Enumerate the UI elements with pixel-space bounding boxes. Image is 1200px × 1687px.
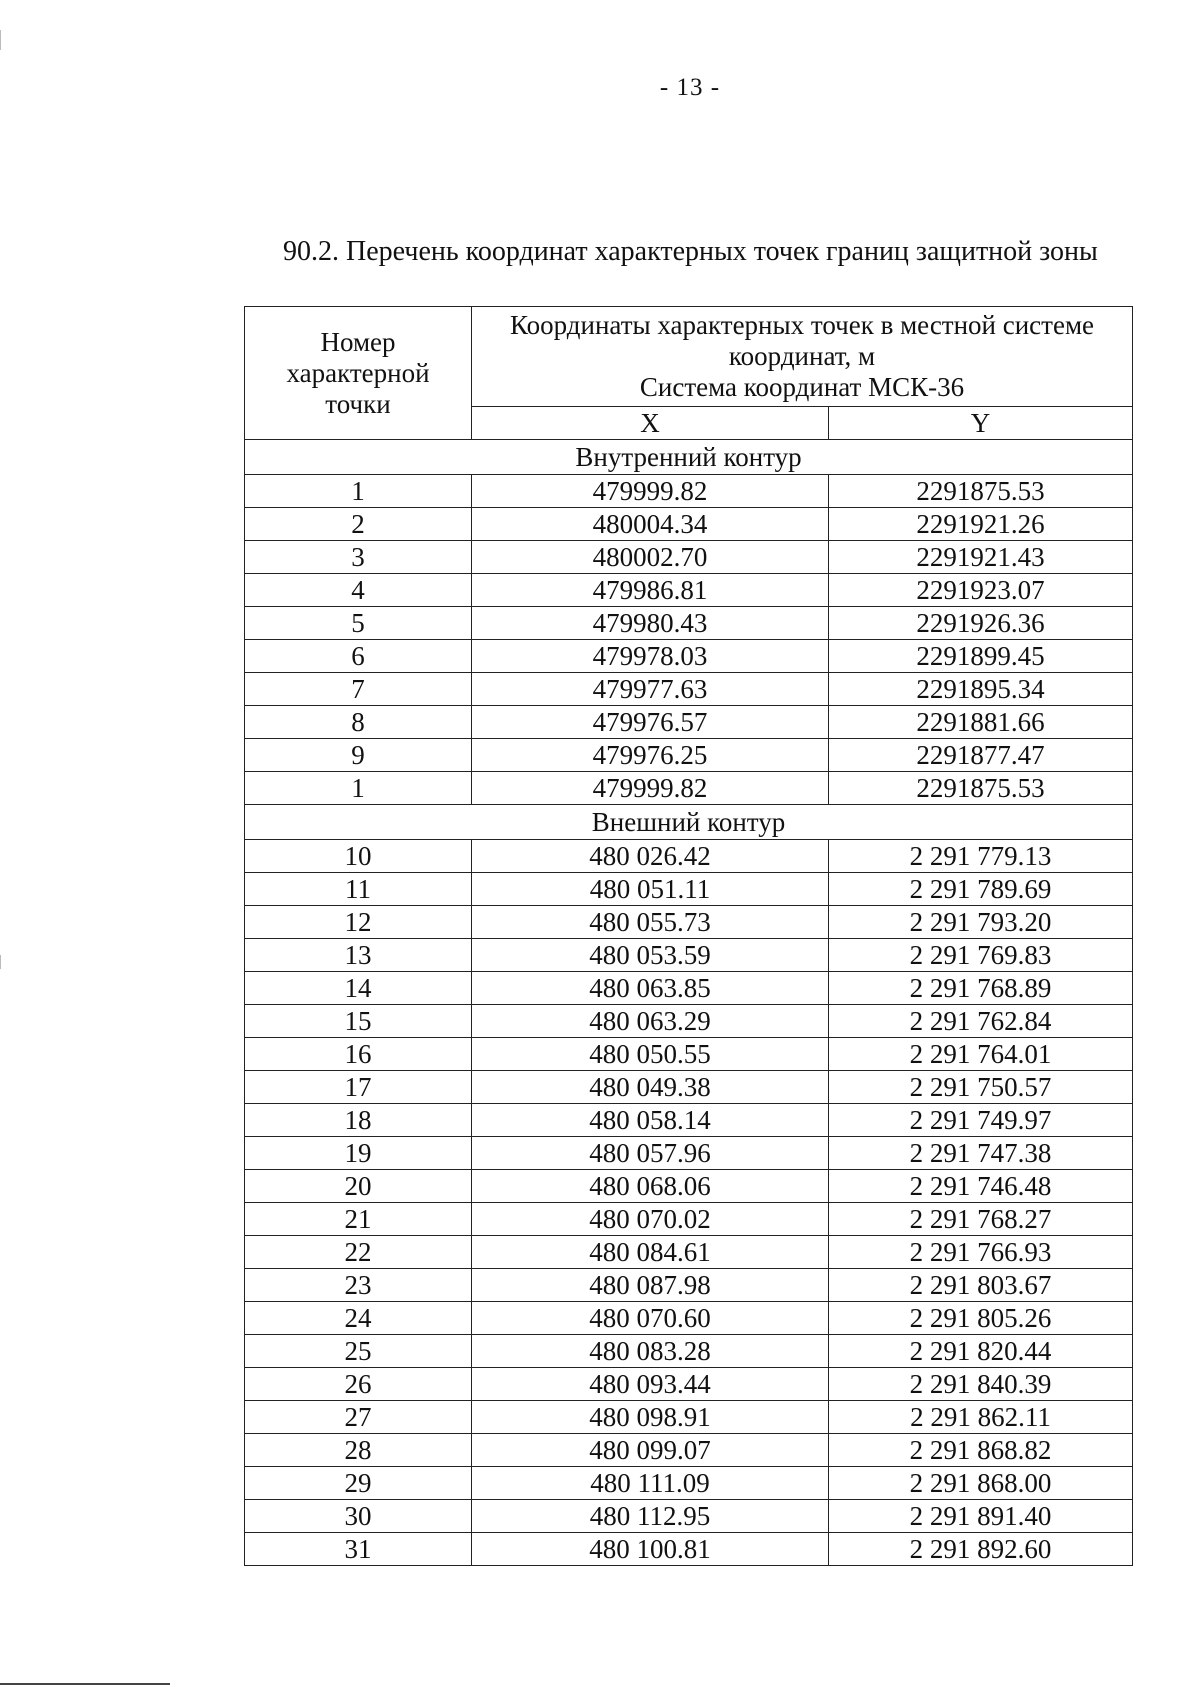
cell-point-number: 12: [245, 906, 472, 939]
cell-x: 480 087.98: [472, 1269, 829, 1302]
cell-y: 2291926.36: [829, 607, 1133, 640]
cell-y: 2291895.34: [829, 673, 1133, 706]
cell-x: 479976.57: [472, 706, 829, 739]
cell-x: 480 084.61: [472, 1236, 829, 1269]
cell-point-number: 11: [245, 873, 472, 906]
cell-point-number: 2: [245, 508, 472, 541]
table-row: [245, 508, 1133, 541]
table-row: [245, 1467, 1133, 1500]
cell-x: 480 100.81: [472, 1533, 829, 1566]
cell-point-number: 20: [245, 1170, 472, 1203]
document-title: 90.2. Перечень координат характерных точек границ защитной зоны: [283, 236, 1098, 267]
cell-y: 2 291 749.97: [829, 1104, 1133, 1137]
table-row: [245, 673, 1133, 706]
cell-x: 480 050.55: [472, 1038, 829, 1071]
table-body: [245, 440, 1133, 1566]
cell-point-number: 8: [245, 706, 472, 739]
section-row: [245, 805, 1133, 840]
cell-x: 480 058.14: [472, 1104, 829, 1137]
cell-point-number: 29: [245, 1467, 472, 1500]
cell-y: 2 291 768.89: [829, 972, 1133, 1005]
cell-point-number: 21: [245, 1203, 472, 1236]
cell-x: 480004.34: [472, 508, 829, 541]
header-coordinates-line: координат, м: [728, 341, 876, 371]
cell-point-number: 1: [245, 475, 472, 508]
cell-point-number: 19: [245, 1137, 472, 1170]
cell-x: 480 057.96: [472, 1137, 829, 1170]
cell-y: 2 291 793.20: [829, 906, 1133, 939]
cell-point-number: 17: [245, 1071, 472, 1104]
header-point-number-line: точки: [325, 388, 391, 419]
section-title: Внутренний контур: [245, 440, 1133, 475]
table-row: [245, 1302, 1133, 1335]
header-point-number-line: характерной: [286, 357, 430, 388]
cell-y: 2291875.53: [829, 772, 1133, 805]
table-row: [245, 772, 1133, 805]
cell-point-number: 5: [245, 607, 472, 640]
cell-y: 2 291 750.57: [829, 1071, 1133, 1104]
cell-point-number: 9: [245, 739, 472, 772]
header-x: X: [472, 407, 829, 440]
cell-y: 2 291 862.11: [829, 1401, 1133, 1434]
cell-point-number: 22: [245, 1236, 472, 1269]
cell-x: 480 055.73: [472, 906, 829, 939]
cell-point-number: 27: [245, 1401, 472, 1434]
table-row: [245, 873, 1133, 906]
cell-x: 480 112.95: [472, 1500, 829, 1533]
table-row: [245, 1500, 1133, 1533]
cell-x: 479999.82: [472, 475, 829, 508]
cell-x: 480 099.07: [472, 1434, 829, 1467]
cell-y: 2 291 868.82: [829, 1434, 1133, 1467]
cell-y: 2291877.47: [829, 739, 1133, 772]
header-point-number-line: Номер: [320, 326, 396, 357]
cell-point-number: 30: [245, 1500, 472, 1533]
table-row: [245, 739, 1133, 772]
table-row: [245, 939, 1133, 972]
cell-x: 479999.82: [472, 772, 829, 805]
cell-y: 2 291 891.40: [829, 1500, 1133, 1533]
table-row: [245, 1434, 1133, 1467]
cell-point-number: 10: [245, 840, 472, 873]
cell-point-number: 25: [245, 1335, 472, 1368]
cell-y: 2 291 769.83: [829, 939, 1133, 972]
cell-y: 2 291 868.00: [829, 1467, 1133, 1500]
table-row: [245, 1368, 1133, 1401]
cell-x: 480 068.06: [472, 1170, 829, 1203]
cell-x: 480 098.91: [472, 1401, 829, 1434]
page-number: - 13 -: [659, 74, 721, 101]
cell-point-number: 26: [245, 1368, 472, 1401]
table-row: [245, 706, 1133, 739]
cell-y: 2 291 746.48: [829, 1170, 1133, 1203]
table-row: [245, 1203, 1133, 1236]
table-row: [245, 906, 1133, 939]
table-row: [245, 541, 1133, 574]
cell-x: 480 093.44: [472, 1368, 829, 1401]
table-row: [245, 1236, 1133, 1269]
scan-artifact-bottom-line: [0, 1683, 170, 1685]
section-row: [245, 440, 1133, 475]
cell-x: 480 111.09: [472, 1467, 829, 1500]
table-row: [245, 574, 1133, 607]
table-row: [245, 475, 1133, 508]
scan-artifact-middle: [0, 955, 1, 969]
cell-y: 2291899.45: [829, 640, 1133, 673]
cell-y: 2 291 803.67: [829, 1269, 1133, 1302]
table-row: [245, 840, 1133, 873]
cell-point-number: 14: [245, 972, 472, 1005]
header-coordinates-line: Система координат МСК-36: [639, 372, 965, 402]
header-coordinates: [472, 307, 1133, 407]
header-y: Y: [829, 407, 1133, 440]
table-row: [245, 607, 1133, 640]
cell-y: 2291921.43: [829, 541, 1133, 574]
cell-y: 2 291 779.13: [829, 840, 1133, 873]
table-row: [245, 1335, 1133, 1368]
cell-x: 480 070.02: [472, 1203, 829, 1236]
cell-point-number: 1: [245, 772, 472, 805]
cell-y: 2 291 789.69: [829, 873, 1133, 906]
table-row: [245, 1533, 1133, 1566]
cell-x: 480 053.59: [472, 939, 829, 972]
section-title: Внешний контур: [245, 805, 1133, 840]
cell-y: 2 291 766.93: [829, 1236, 1133, 1269]
cell-point-number: 28: [245, 1434, 472, 1467]
cell-y: 2 291 805.26: [829, 1302, 1133, 1335]
cell-point-number: 18: [245, 1104, 472, 1137]
cell-y: 2 291 762.84: [829, 1005, 1133, 1038]
cell-point-number: 16: [245, 1038, 472, 1071]
cell-x: 480 083.28: [472, 1335, 829, 1368]
table-row: [245, 1071, 1133, 1104]
cell-x: 480 049.38: [472, 1071, 829, 1104]
cell-y: 2 291 768.27: [829, 1203, 1133, 1236]
cell-x: 479986.81: [472, 574, 829, 607]
cell-point-number: 31: [245, 1533, 472, 1566]
table-row: [245, 1038, 1133, 1071]
header-point-number: [245, 307, 472, 440]
table-row: [245, 1005, 1133, 1038]
cell-x: 480 063.85: [472, 972, 829, 1005]
cell-x: 480 026.42: [472, 840, 829, 873]
cell-point-number: 4: [245, 574, 472, 607]
coordinates-table: [244, 306, 1133, 1566]
header-coordinates-line: Координаты характерных точек в местной системе: [509, 310, 1095, 340]
scan-artifact-top: [0, 30, 1, 50]
cell-point-number: 3: [245, 541, 472, 574]
cell-x: 480 063.29: [472, 1005, 829, 1038]
cell-point-number: 24: [245, 1302, 472, 1335]
cell-y: 2291875.53: [829, 475, 1133, 508]
table-row: [245, 640, 1133, 673]
cell-y: 2 291 892.60: [829, 1533, 1133, 1566]
cell-point-number: 13: [245, 939, 472, 972]
cell-y: 2291921.26: [829, 508, 1133, 541]
cell-x: 479976.25: [472, 739, 829, 772]
cell-x: 479978.03: [472, 640, 829, 673]
table-row: [245, 1401, 1133, 1434]
cell-y: 2291881.66: [829, 706, 1133, 739]
table-row: [245, 972, 1133, 1005]
cell-y: 2 291 764.01: [829, 1038, 1133, 1071]
cell-point-number: 15: [245, 1005, 472, 1038]
cell-y: 2 291 747.38: [829, 1137, 1133, 1170]
cell-point-number: 6: [245, 640, 472, 673]
cell-point-number: 7: [245, 673, 472, 706]
cell-y: 2291923.07: [829, 574, 1133, 607]
cell-x: 480 051.11: [472, 873, 829, 906]
table-row: [245, 1170, 1133, 1203]
cell-x: 479980.43: [472, 607, 829, 640]
cell-point-number: 23: [245, 1269, 472, 1302]
table-row: [245, 1137, 1133, 1170]
cell-y: 2 291 840.39: [829, 1368, 1133, 1401]
table-row: [245, 1269, 1133, 1302]
cell-x: 479977.63: [472, 673, 829, 706]
cell-x: 480002.70: [472, 541, 829, 574]
cell-x: 480 070.60: [472, 1302, 829, 1335]
cell-y: 2 291 820.44: [829, 1335, 1133, 1368]
table-row: [245, 1104, 1133, 1137]
